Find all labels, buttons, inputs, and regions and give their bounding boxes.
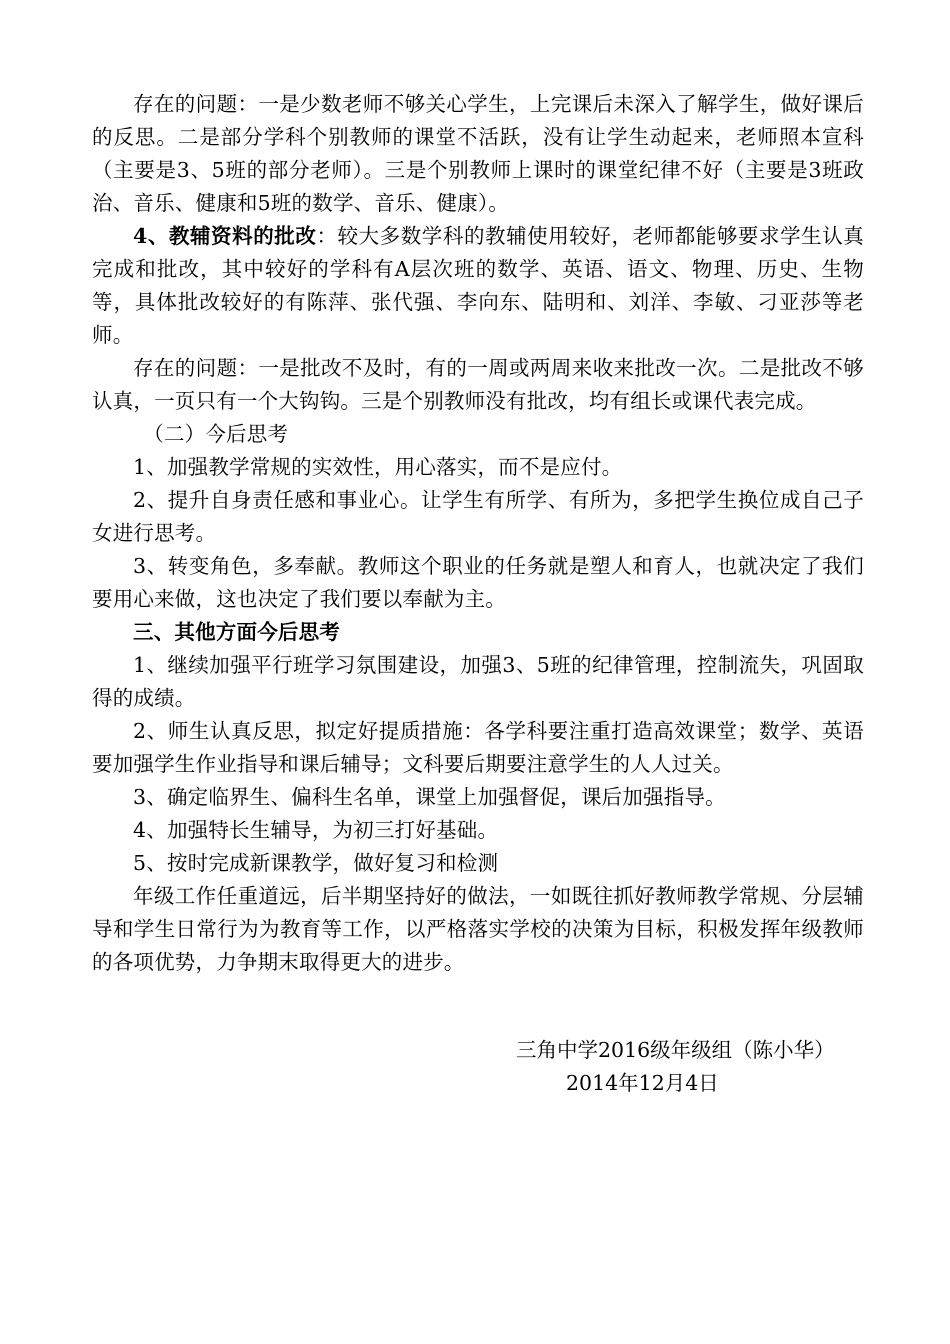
paragraph-problems-2: 存在的问题：一是批改不及时，有的一周或两周来收来批改一次。二是批改不够认真，一页只有一个大钩钩。三是个别教师没有批改，均有组长或课代表完成。 (92, 356, 864, 413)
list-item-other-5: 5、按时完成新课教学，做好复习和检测 (133, 851, 499, 875)
signature-block (92, 1034, 864, 1100)
section-4-heading: 4、教辅资料的批改 (133, 224, 317, 248)
list-item-other-3: 3、确定临界生、偏科生名单，课堂上加强督促，课后加强指导。 (133, 785, 726, 809)
subheading-future-thoughts: （二）今后思考 (143, 422, 289, 446)
section-3-heading: 三、其他方面今后思考 (133, 620, 340, 644)
list-item-other-4: 4、加强特长生辅导，为初三打好基础。 (133, 818, 499, 842)
list-item-3: 3、转变角色，多奉献。教师这个职业的任务就是塑人和育人，也就决定了我们要用心来做，这也决定了我们要以奉献为主。 (92, 554, 864, 611)
signature-date: 2014年12月4日 (566, 1071, 719, 1095)
document-body (92, 88, 864, 979)
list-item-2: 2、提升自身责任感和事业心。让学生有所学、有所为，多把学生换位成自己子女进行思考。 (92, 488, 864, 545)
section-4-text: ：较大多数学科的教辅使用较好，老师都能够要求学生认真完成和批改，其中较好的学科有A层次班的数学、英语、语文、物理、历史、生物等，具体批改较好的有陈萍、张代强、李向东、陆明和、刘洋、李敏、刁亚莎等老师。 (92, 224, 864, 347)
list-item-1: 1、加强教学常规的实效性，用心落实，而不是应付。 (133, 455, 623, 479)
paragraph-conclusion: 年级工作任重道远，后半期坚持好的做法，一如既往抓好教师教学常规、分层辅导和学生日常行为为教育等工作，以严格落实学校的决策为目标，积极发挥年级教师的各项优势，力争期末取得更大的进步。 (92, 884, 864, 974)
list-item-other-2: 2、师生认真反思，拟定好提质措施：各学科要注重打造高效课堂；数学、英语要加强学生作业指导和课后辅导；文科要后期要注意学生的人人过关。 (92, 719, 864, 776)
list-item-other-1: 1、继续加强平行班学习氛围建设，加强3、5班的纪律管理，控制流失，巩固取得的成绩。 (92, 653, 864, 710)
paragraph-materials-grading (92, 220, 864, 352)
signature-organization: 三角中学2016级年级组（陈小华） (516, 1038, 835, 1062)
paragraph-problems-1: 存在的问题：一是少数老师不够关心学生，上完课后未深入了解学生，做好课后的反思。二是部分学科个别教师的课堂不活跃，没有让学生动起来，老师照本宣科（主要是3、5班的部分老师）。三是个别教师上课时的课堂纪律不好（主要是3班政治、音乐、健康和5班的数学、音乐、健康）。 (92, 92, 864, 215)
